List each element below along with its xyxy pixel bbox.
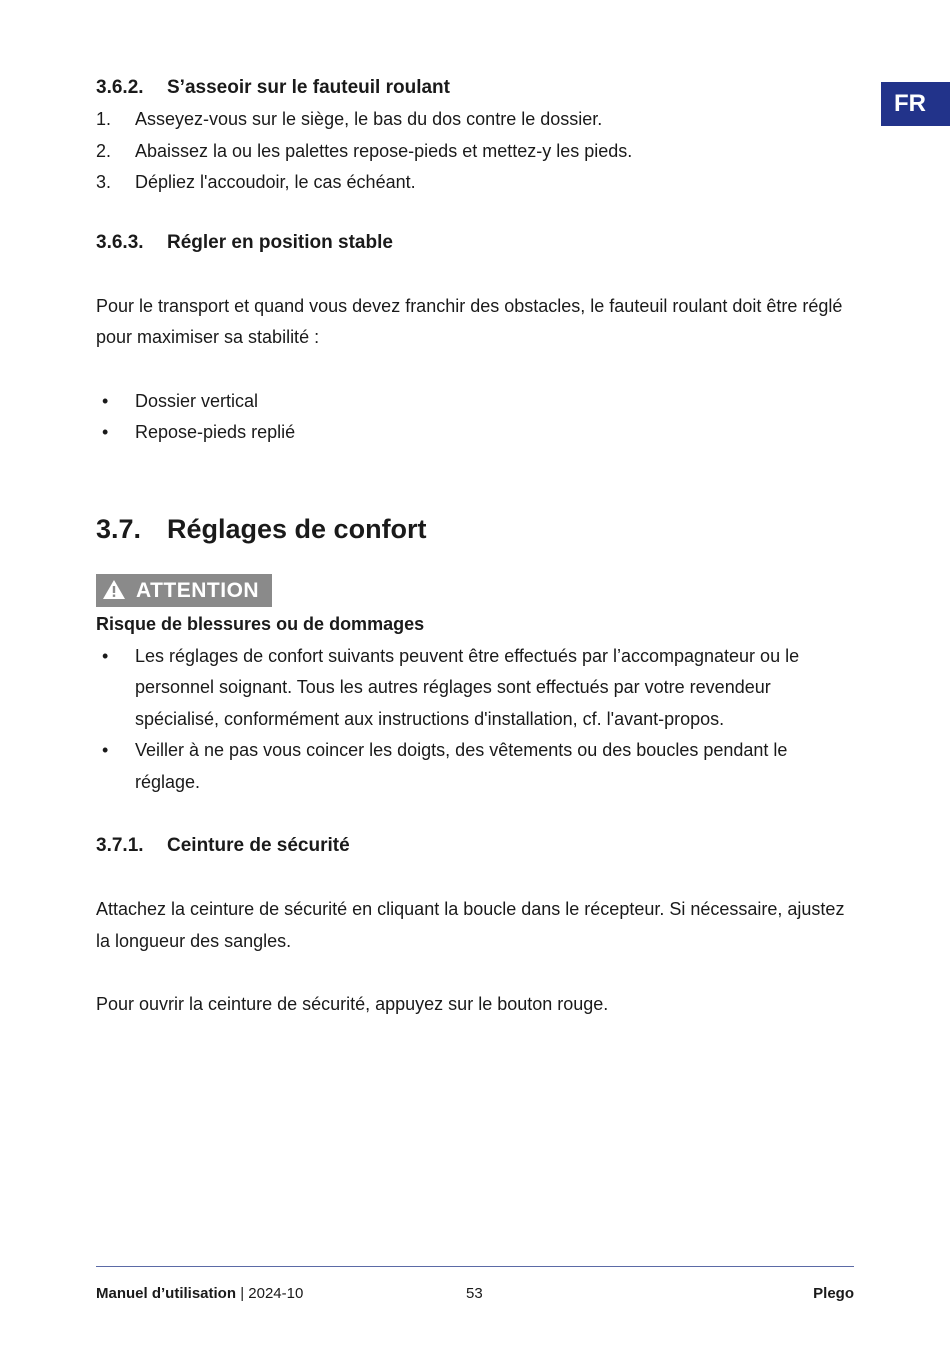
section-title: S’asseoir sur le fauteuil roulant — [167, 77, 450, 98]
footer-rule — [96, 1266, 854, 1267]
footer-separator: | — [240, 1285, 245, 1302]
paragraph: Pour le transport et quand vous devez franchir des obstacles, le fauteuil roulant doit être réglé pour maximiser sa stabilité : — [96, 295, 843, 347]
bullet: • — [102, 740, 109, 760]
section-title: Ceinture de sécurité — [167, 835, 350, 856]
list-item-text: Abaissez la ou les palettes repose-pieds et mettez-y les pieds. — [135, 140, 633, 161]
list-number: 3. — [96, 172, 112, 192]
attention-text: ATTENTION — [136, 578, 260, 602]
list-number: 2. — [96, 140, 112, 161]
bullet-text: Dossier vertical — [135, 390, 259, 411]
list-number: 1. — [96, 109, 112, 129]
bullet-text: Repose-pieds replié — [135, 422, 296, 442]
list-item — [96, 136, 856, 168]
footer-left — [96, 1283, 303, 1305]
section-number: 3.7. — [96, 513, 142, 544]
bullet-text: Les réglages de confort suivants peuvent être effectués par l’accompagnateur ou le personnel soignant. Tous les autres réglages sont effectués par votre revendeur spécialisé, conformément aux instructions d'installation, cf. l'avant-propos. — [135, 645, 800, 729]
bullet: • — [102, 645, 109, 666]
list-item-text: Dépliez l'accoudoir, le cas échéant. — [135, 172, 416, 192]
bullet-item — [96, 417, 856, 449]
product-name: Plego — [813, 1285, 854, 1302]
section-number: 3.6.2. — [96, 77, 144, 98]
section-number: 3.7.1. — [96, 835, 144, 856]
manual-title: Manuel d’utilisation — [96, 1285, 237, 1302]
section-3-6-2-heading — [96, 72, 856, 104]
list-item — [96, 104, 856, 136]
page-footer — [96, 1283, 854, 1305]
list-item — [96, 167, 856, 199]
bullet: • — [102, 422, 109, 442]
section-3-6-3-heading — [96, 227, 856, 259]
page-number: 53 — [466, 1285, 483, 1302]
section-title: Réglages de confort — [167, 513, 427, 544]
bullet-item — [96, 641, 856, 736]
bullet-text: Veiller à ne pas vous coincer les doigts, des vêtements ou des boucles pendant le réglage. — [135, 740, 788, 792]
paragraph: Pour ouvrir la ceinture de sécurité, appuyez sur le bouton rouge. — [96, 994, 609, 1014]
risk-title: Risque de blessures ou de dommages — [96, 613, 425, 634]
section-title: Régler en position stable — [167, 231, 393, 253]
section-3-7-heading — [96, 509, 856, 549]
section-3-7-1-heading — [96, 830, 856, 862]
language-tab: FR — [881, 82, 950, 126]
bullet: • — [102, 390, 109, 411]
bullet-item — [96, 735, 856, 798]
list-item-text: Asseyez-vous sur le siège, le bas du dos contre le dossier. — [135, 109, 603, 129]
page-content — [96, 72, 856, 1021]
section-number: 3.6.3. — [96, 231, 144, 253]
manual-date: 2024-10 — [248, 1285, 304, 1302]
bullet-item — [96, 386, 856, 418]
paragraph: Attachez la ceinture de sécurité en cliquant la boucle dans le récepteur. Si nécessaire, ajustez la longueur des sangles. — [96, 899, 845, 951]
warning-triangle-icon — [102, 579, 126, 600]
attention-label — [96, 574, 272, 607]
